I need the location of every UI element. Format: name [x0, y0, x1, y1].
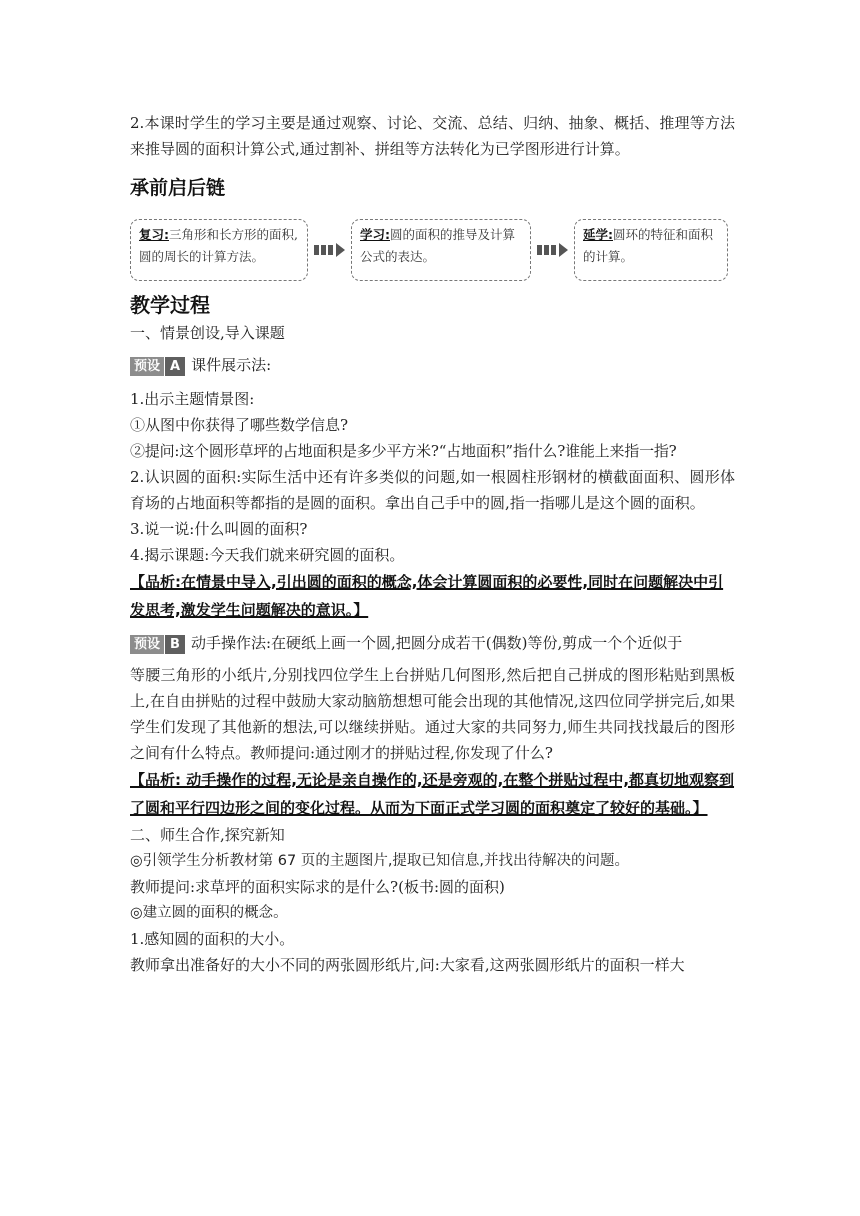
learn-text: 圆的面积的推导及计算公式的表达。: [360, 227, 516, 264]
knowledge-flow: [130, 214, 735, 286]
a-line-5: 3.说一说:什么叫圆的面积?: [130, 520, 308, 538]
preset-letter: B: [165, 635, 185, 654]
analysis-note-2: 【品析: 动手操作的过程,无论是亲自操作的,还是旁观的,在整个拼贴过程中,都真切地观察到了圆和平行四边形之间的变化过程。从而为下面正式学习圆的面积奠定了较好的基础。】: [130, 771, 735, 817]
step-1: 1.感知圆的面积的大小。: [130, 930, 295, 948]
arrow-icon: [537, 243, 568, 257]
a-line-2: ①从图中你获得了哪些数学信息?: [130, 416, 349, 434]
link-title: 承前启后链: [130, 177, 226, 199]
extend-box: [574, 219, 728, 281]
preset-a-badge: [130, 357, 185, 376]
preset-a-text: 课件展示法:: [191, 356, 272, 374]
preset-a-line: [130, 352, 735, 378]
step-1-text: 教师拿出准备好的大小不同的两张圆形纸片,问:大家看,这两张圆形纸片的面积一样大: [130, 956, 685, 974]
section1-heading: 一、情景创设,导入课题: [130, 324, 285, 342]
preset-b-badge: [130, 635, 185, 654]
process-title: 教学过程: [130, 293, 210, 317]
review-box: [130, 219, 308, 281]
bullet-2: ◎建立圆的面积的概念。: [130, 905, 288, 921]
extend-key: 延学:: [583, 227, 613, 242]
preset-tag: 预设: [130, 357, 164, 376]
preset-b-continuation: 等腰三角形的小纸片,分别找四位学生上台拼贴几何图形,然后把自己拼成的图形粘贴到黑板上,在自由拼贴的过程中鼓励大家动脑筋想想可能会出现的其他情况,这四位同学拼完后,如果学生们发现了其他新的想法,可以继续拼贴。通过大家的共同努力,师生共同找找最后的图形之间有什么特点。教师提问:通过刚才的拼贴过程,你发现了什么?: [130, 666, 735, 762]
preset-tag: 预设: [130, 635, 164, 654]
arrow-icon: [314, 243, 345, 257]
extend-text: 圆环的特征和面积的计算。: [583, 227, 714, 264]
section2-heading: 二、师生合作,探究新知: [130, 826, 285, 844]
a-line-3: ②提问:这个圆形草坪的占地面积是多少平方米?“占地面积”指什么?谁能上来指一指?: [130, 442, 677, 460]
preset-b-line: [130, 630, 735, 656]
review-text: 三角形和长方形的面积,圆的周长的计算方法。: [139, 227, 298, 264]
learn-box: [351, 219, 531, 281]
preset-letter: A: [165, 357, 185, 376]
a-line-4: 2.认识圆的面积:实际生活中还有许多类似的问题,如一根圆柱形钢材的横截面面积、圆形体育场的占地面积等都指的是圆的面积。拿出自己手中的圆,指一指哪儿是这个圆的面积。: [130, 468, 735, 512]
learn-key: 学习:: [360, 227, 390, 242]
a-line-1: 1.出示主题情景图:: [130, 390, 255, 408]
preset-b-text: 动手操作法:在硬纸上画一个圆,把圆分成若干(偶数)等份,剪成一个个近似于: [190, 634, 683, 652]
a-line-6: 4.揭示课题:今天我们就来研究圆的面积。: [130, 546, 405, 564]
bullet-1: ◎引领学生分析教材第 67 页的主题图片,提取已知信息,并找出待解决的问题。: [130, 853, 630, 869]
document-page: [130, 110, 735, 978]
teacher-question: 教师提问:求草坪的面积实际求的是什么?(板书:圆的面积): [130, 878, 505, 896]
analysis-note-1: 【品析:在情景中导入,引出圆的面积的概念,体会计算圆面积的必要性,同时在问题解决中引发思考,激发学生问题解决的意识。】: [130, 573, 724, 619]
review-key: 复习:: [139, 227, 169, 242]
intro-paragraph: 2.本课时学生的学习主要是通过观察、讨论、交流、总结、归纳、抽象、概括、推理等方法来推导圆的面积计算公式,通过割补、拼组等方法转化为已学图形进行计算。: [130, 114, 735, 158]
